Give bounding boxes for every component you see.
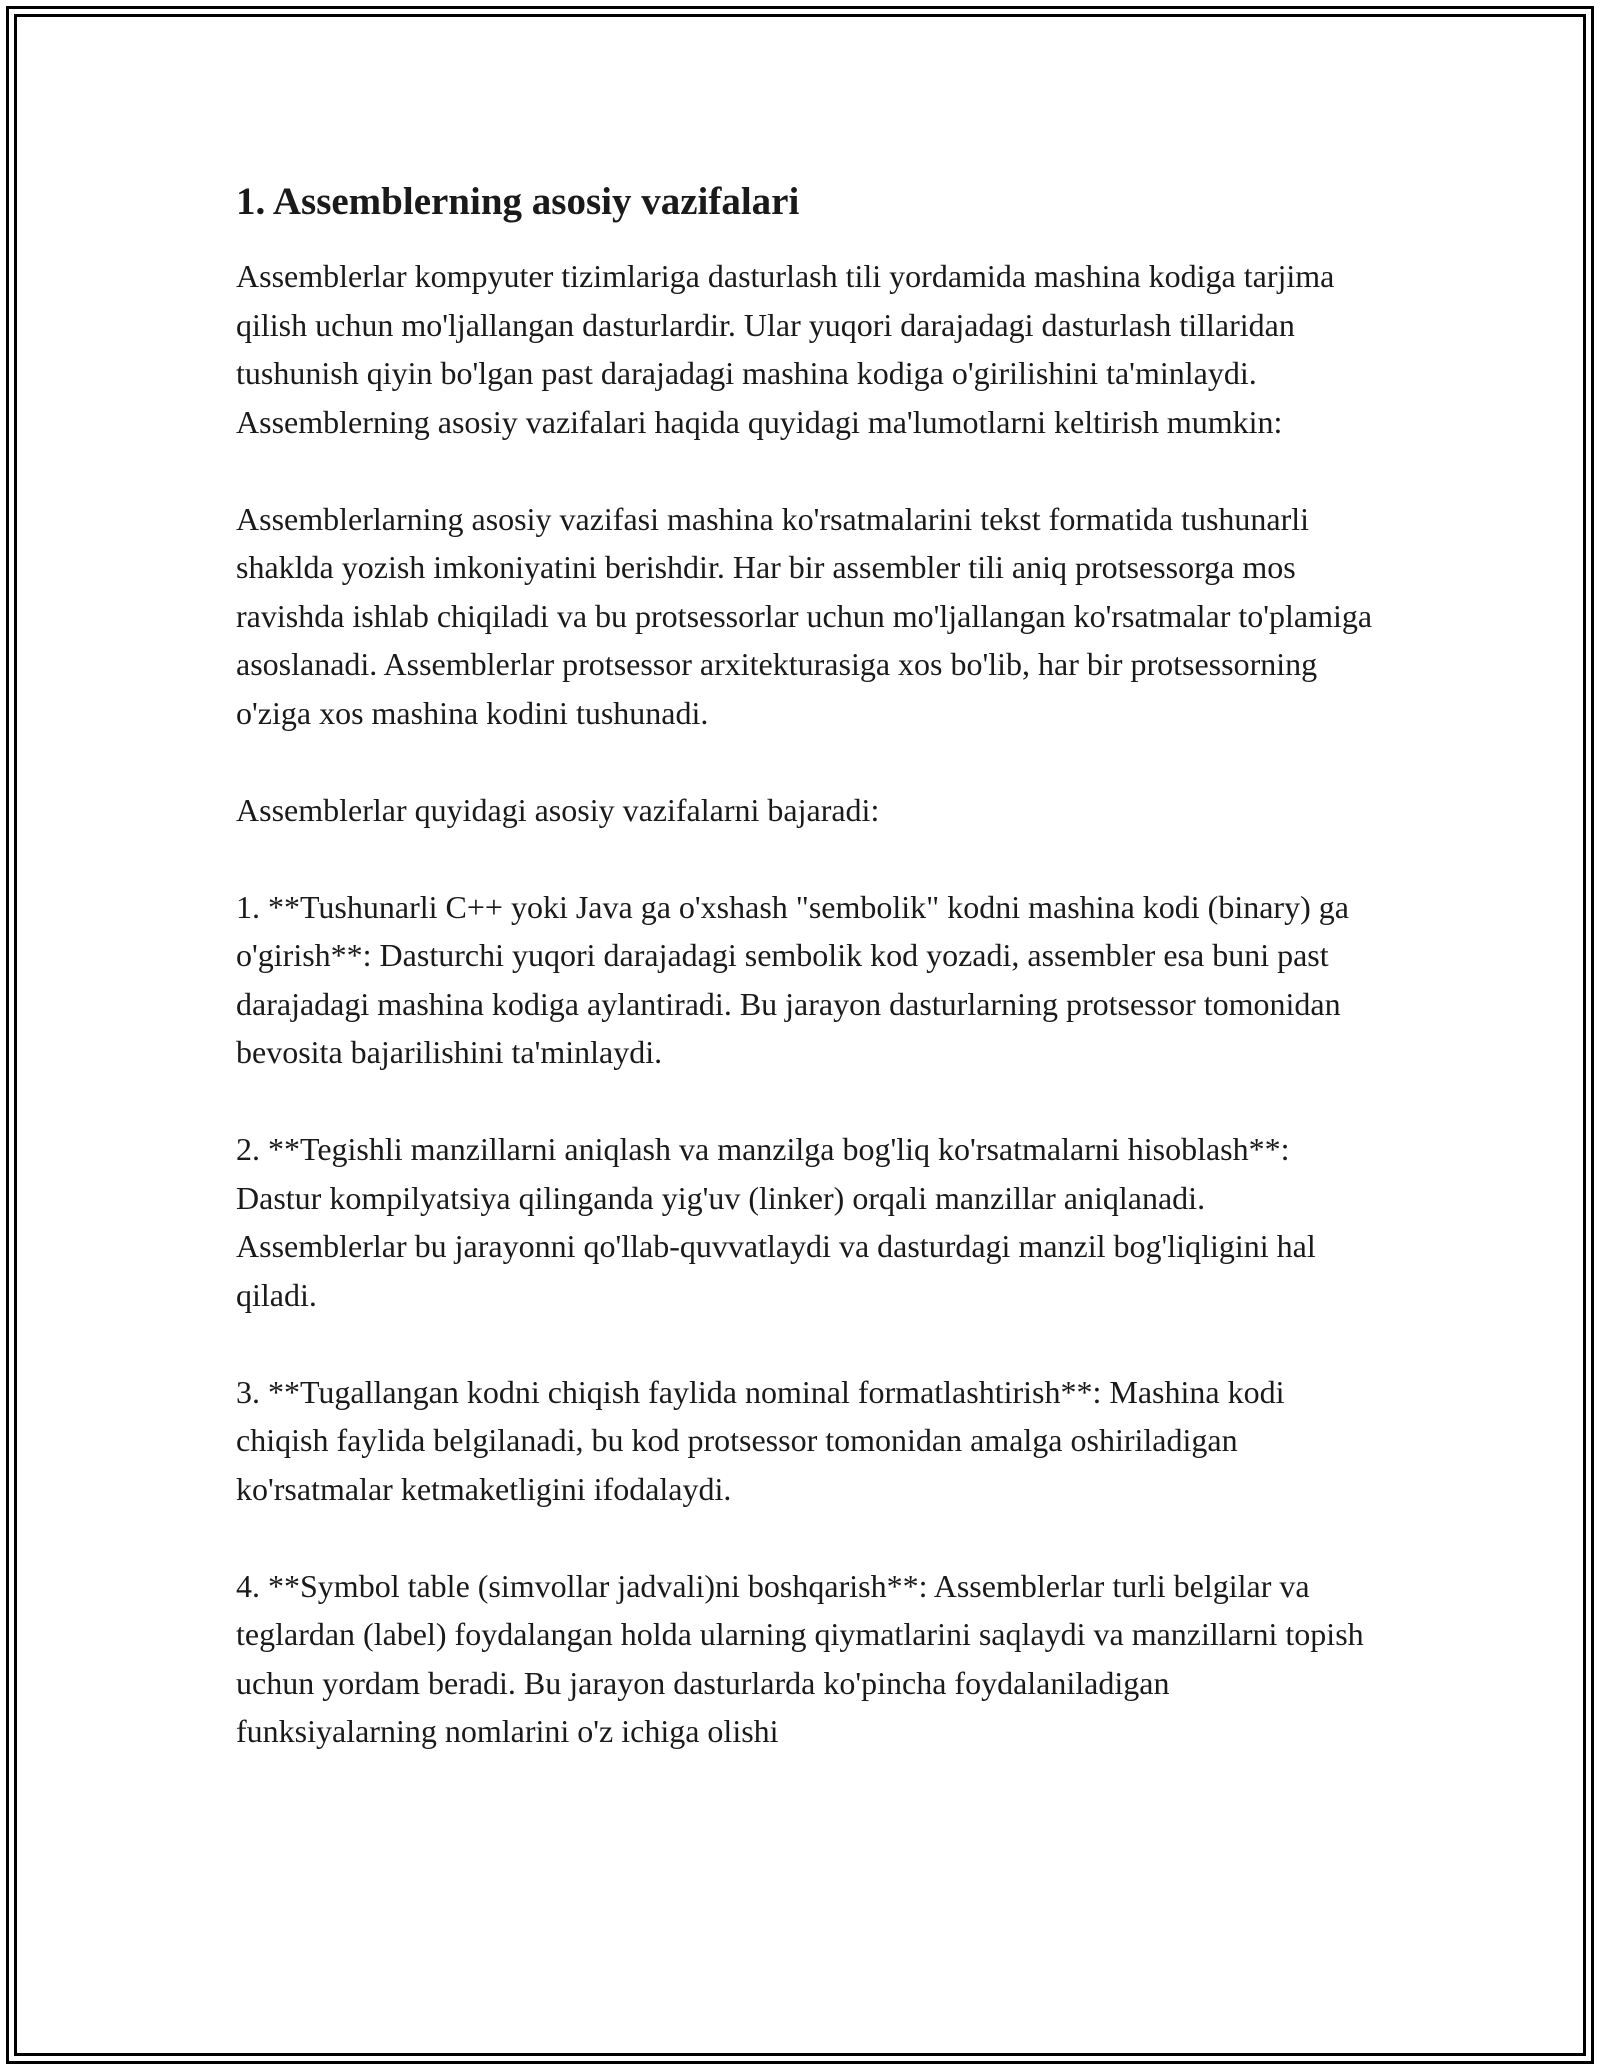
paragraph-intro: Assemblerlar kompyuter tizimlariga dasturlash tili yordamida mashina kodiga tarjima qilish uchun mo'ljallangan dasturlardir. Ular yuqori darajadagi dasturlash tillaridan tushunish qiyin bo'lgan past darajadagi mashina kodiga o'girilishini ta'minlaydi. Assemblerning asosiy vazifalari haqida quyidagi ma'lumotlarni keltirish mumkin: xyxy=(236,258,1335,440)
section-heading: 1. Assemblerning asosiy vazifalari xyxy=(236,180,800,223)
list-item-3: 3. **Tugallangan kodni chiqish faylida nominal formatlashtirish**: Mashina kodi chiqish faylida belgilanadi, bu kod protsessor tomonidan amalga oshiriladigan ko'rsatmalar ketmaketligini ifodalaydi. xyxy=(236,1373,1285,1507)
paragraph-main-task: Assemblerlarning asosiy vazifasi mashina ko'rsatmalarini tekst formatida tushunarli shaklda yozish imkoniyatini berishdir. Har bir assembler tili aniq protsessorga mos ravishda ishlab chiqiladi va bu protsessorlar uchun mo'ljallangan ko'rsatmalar to'plamiga asoslanadi. Assemblerlar protsessor arxitekturasiga xos bo'lib, har bir protsessorning o'ziga xos mashina kodini tushunadi. xyxy=(236,500,1373,731)
document-body xyxy=(236,178,1376,1756)
paragraph-tasks-lead: Assemblerlar quyidagi asosiy vazifalarni bajaradi: xyxy=(236,791,880,828)
list-item-1: 1. **Tushunarli C++ yoki Java ga o'xshash "sembolik" kodni mashina kodi (binary) ga o'girish**: Dasturchi yuqori darajadagi sembolik kod yozadi, assembler esa buni past darajadagi mashina kodiga aylantiradi. Bu jarayon dasturlarning protsessor tomonidan bevosita bajarilishini ta'minlaydi. xyxy=(236,888,1349,1070)
list-item-4: 4. **Symbol table (simvollar jadvali)ni boshqarish**: Assemblerlar turli belgilar va teglardan (label) foydalangan holda ularning qiymatlarini saqlaydi va manzillarni topish uchun yordam beradi. Bu jarayon dasturlarda ko'pincha foydalaniladigan funksiyalarning nomlarini o'z ichiga olishi xyxy=(236,1567,1364,1749)
list-item-2: 2. **Tegishli manzillarni aniqlash va manzilga bog'liq ko'rsatmalarni hisoblash**: Dastur kompilyatsiya qilinganda yig'uv (linker) orqali manzillar aniqlanadi. Assemblerlar bu jarayonni qo'llab-quvvatlaydi va dasturdagi manzil bog'liqligini hal qiladi. xyxy=(236,1131,1316,1313)
